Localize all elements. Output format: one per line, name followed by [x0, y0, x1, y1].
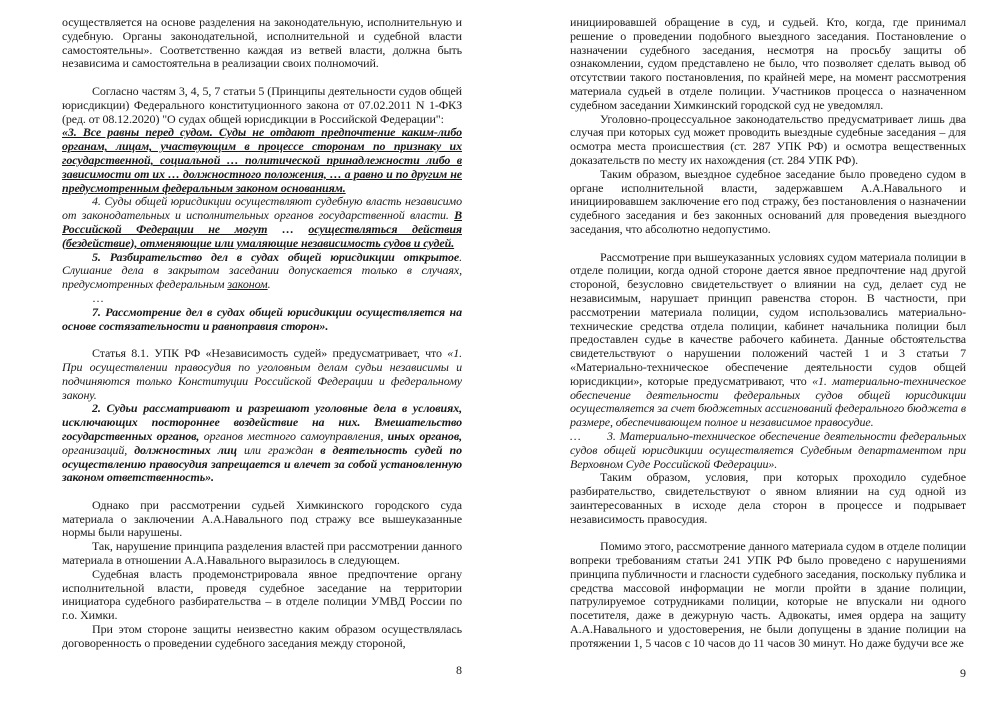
text-run: инициировавшей обращение в суд, и судьей. Кто, когда, где принимал решение о проведении подобного выездного заседания. Постановление о назначении судебного заседания, несмотря на просьбу защиты об ознакомлении, судом представлено не было, что позволяет сделать вывод об отсутствии такого постановления, по крайней мере, на момент рассмотрения материала судьей в отделе полиции. Участников процесса о назначенном судебном заседании Химкинский городской суд не уведомлял. — [570, 15, 966, 112]
text-run: осуществляется на основе разделения на законодательную, исполнительную и судебную. Органы законодательной, исполнительной и судебной власти самостоятельны». Соответственно каждая из ветвей власти, должна быть независима и самостоятельна в реализации своих полномочий. — [62, 15, 462, 71]
text-run: … — [267, 221, 309, 236]
page-right — [500, 0, 1000, 702]
paragraph — [62, 623, 462, 651]
text-run: В Российской Федерации не могут — [62, 208, 462, 236]
text-run: . — [267, 277, 271, 292]
text-run: Согласно частям 3, 4, 5, 7 статьи 5 (Принципы деятельности судов общей юрисдикции) Федерального конституционного закона от 07.02.2011 N 1-ФКЗ (ред. от 08.12.2020) "О судах общей юрисдикции в Российской Федерации": — [62, 83, 462, 126]
paragraph — [62, 16, 462, 71]
page-number-left: 8 — [456, 663, 462, 677]
paragraph — [62, 306, 462, 334]
paragraph — [62, 347, 462, 402]
text-run: организаций, — [62, 442, 135, 457]
text-run: … 3. Материально-техническое обеспечение деятельности федеральных судов общей юрисдикции осуществляется Судебным департаментом при Верховном Суде Российской Федерации». — [570, 428, 966, 471]
text-run: Таким образом, условия, при которых проходило судебное разбирательство, свидетельствуют о явном влиянии на суд одной из заинтересованных в исходе дела сторон в процессе и подрывает независимость правосудия. — [570, 470, 966, 526]
page-left-content — [62, 16, 462, 651]
text-run: в деятельность судей по осуществлению правосудия запрещается и влечет за собой установленную законом ответственность». — [62, 442, 462, 485]
text-run: Помимо этого, рассмотрение данного материала судом в отделе полиции вопреки требованиям статьи 241 УПК РФ было проведено с нарушениями принципа публичности и гласности судебного заседания, поскольку публика и средства массовой информации не могли пройти в здание полиции, патрулируемое сотрудниками полиции, которые не впускали ни одного посетителя, даже в дежурную часть. Адвокаты, имея ордера на защиту А.А.Навального и удостоверения, не были допущены в здание полиции на протяжении 1, 5 часов с 10 часов до 11 часов 30 минут. Но даже будучи все же — [570, 539, 966, 650]
text-run: «1. При осуществлении правосудия по уголовным делам судьи независимы и подчиняются только Конституции Российской Федерации и федеральному закону. — [62, 346, 462, 402]
text-run: Судебная власть продемонстрировала явное предпочтение органу исполнительной власти, проведя судебное заседание на территории инициатора судебного разбирательства – в отделе полиции УМВД России по г.о. Химки. — [62, 566, 462, 623]
text-run: законом — [227, 277, 268, 292]
paragraph — [570, 430, 966, 471]
text-run: Уголовно-процессуальное законодательство предусматривает лишь два случая при которых суд может проводить выездные судебные заседания – для осмотра места происшествия (ст. 287 УПК РФ) и осмотра вещественных доказательств по месту их нахождения (ст. 284 УПК РФ). — [570, 111, 966, 167]
paragraph — [62, 499, 462, 540]
text-run: иных органов, — [387, 428, 462, 443]
text-run: Статья 8.1. УПК РФ «Независимость судей» предусматривает, что — [92, 346, 448, 361]
paragraph — [570, 16, 966, 113]
text-run: должностных лиц — [134, 442, 244, 457]
paragraph — [570, 168, 966, 237]
paragraph — [62, 251, 462, 292]
paragraph — [62, 85, 462, 126]
text-run: 7. Рассмотрение дел в судах общей юрисдикции осуществляется на основе состязательности и равноправия сторон». — [62, 304, 462, 333]
text-run: Так, нарушение принципа разделения властей при рассмотрении данного материала в отношении А.А.Навального выразилось в следующем. — [62, 539, 462, 568]
paragraph — [570, 113, 966, 168]
paragraph — [570, 540, 966, 650]
text-run: «1. материально-техническое обеспечение деятельности федеральных судов общей юрисдикции осуществляется за счет бюджетных ассигнований федерального бюджета в размере, обеспечивающем полное и независимое правосудие. — [570, 373, 966, 430]
text-run: … — [92, 290, 104, 305]
text-run: или граждан — [243, 442, 321, 457]
page-number-right: 9 — [960, 666, 966, 680]
text-run: При этом стороне защиты неизвестно каким образом осуществлялась договоренность о проведении судебного заседания между стороной, — [62, 622, 462, 650]
paragraph — [62, 540, 462, 568]
text-run: Однако при рассмотрении судьей Химкинского городского суда материала о заключении А.А.Навального под стражу все вышеуказанные нормы были нарушены. — [62, 497, 462, 540]
page-right-content — [570, 16, 966, 651]
text-run: «3. Все равны перед судом. Суды не отдают предпочтение каким-либо органам, лицам, участвующим в процессе сторонам по признаку их государственной, социальной … политической принадлежности либо в зависимости от их … должностного положения, … а равно и по другим не предусмотренным федеральным законом основаниям. — [62, 125, 462, 195]
paragraph — [62, 402, 462, 485]
text-run: осуществляться действия (бездействие), отменяющие или умаляющие независимость судов и судей. — [62, 221, 463, 250]
paragraph — [62, 126, 462, 195]
paragraph — [570, 471, 966, 526]
paragraph — [62, 292, 462, 306]
paragraph — [62, 195, 462, 250]
text-run: . Слушание дела в закрытом заседании допускается только в случаях, предусмотренных федеральным — [62, 249, 462, 292]
paragraph — [62, 568, 462, 623]
text-run: 5. Разбирательство дел в судах общей юрисдикции открытое — [92, 249, 460, 264]
text-run: органов местного самоуправления, — [203, 428, 388, 443]
paragraph — [570, 251, 966, 430]
text-run: Рассмотрение при вышеуказанных условиях судом материала полиции в отделе полиции, когда одной стороне дается явное предпочтение над другой стороной, безусловно свидетельствует о влиянии на суд, делает суд не независимым, нарушает принцип равенства сторон. В частности, при рассмотрении материала полиции, судом использовались материально-технические средства отдела полиции, кабинет начальника полиции был предоставлен судье в качестве рабочего кабинета. Данные обстоятельства свидетельствуют о нарушении положений частей 1 и 3 статьи 7 «Материально-техническое обеспечение деятельности судов общей юрисдикции», которые предусматривают, что — [570, 249, 966, 388]
text-run: 4. Суды общей юрисдикции осуществляют судебную власть независимо от законодательных и исполнительных органов государственной власти. — [62, 194, 462, 223]
text-run: 2. Судьи рассматривают и разрешают уголовные дела в условиях, исключающих постороннее воздействие на них. Вмешательство государственных органов, — [62, 401, 462, 443]
text-run: Таким образом, выездное судебное заседание было проведено судом в органе исполнительной власти, задержавшем А.А.Навального и инициировавшем заключение его под стражу, без постановления о назначении судебного заседания и без законных оснований для проведения выездного заседания, что абсолютно недопустимо. — [570, 166, 966, 236]
